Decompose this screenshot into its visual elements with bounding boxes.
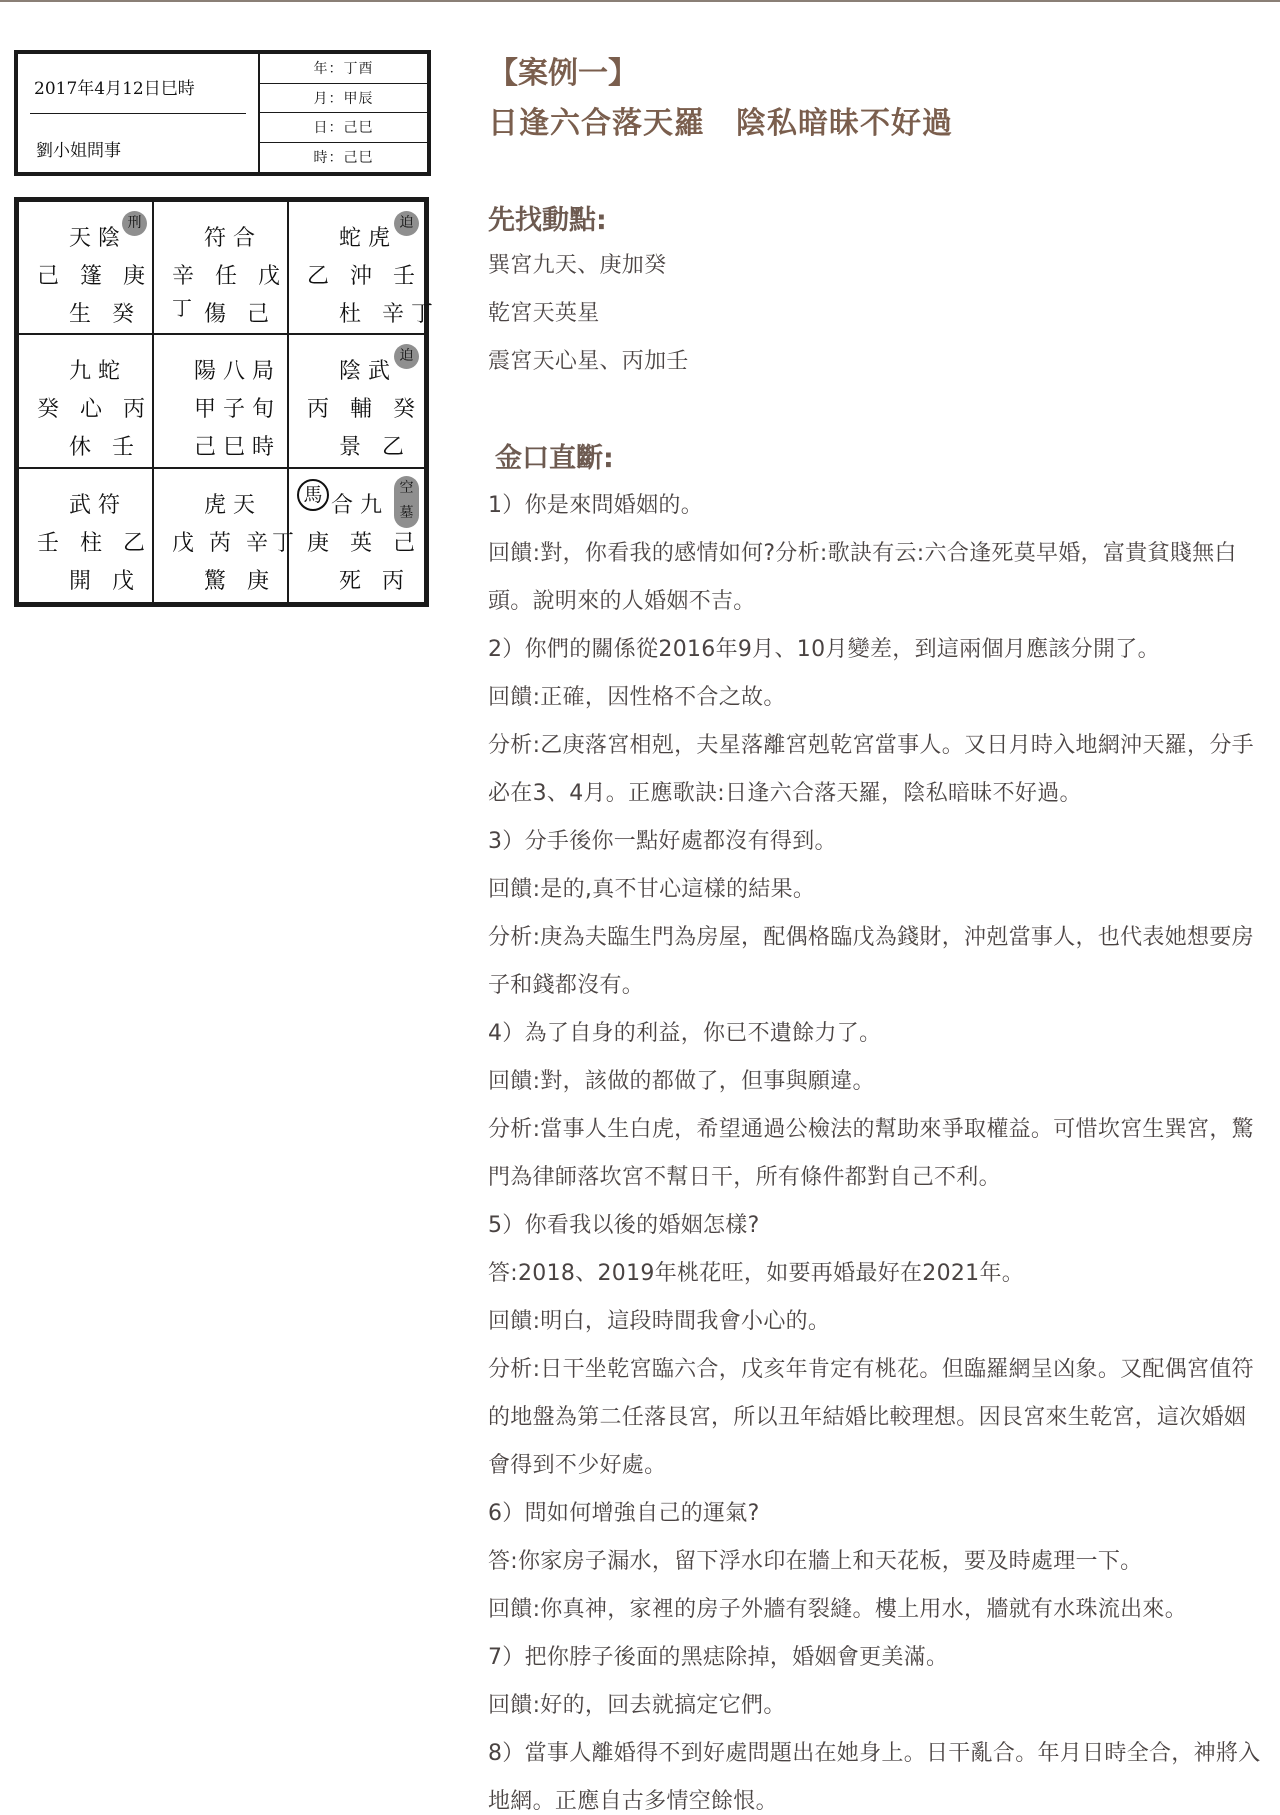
article-line: 8）當事人離婚得不到好處問題出在她身上。日干亂合。年月日時全合，神將入 bbox=[488, 1741, 1261, 1766]
palace-gods: 天陰 bbox=[69, 226, 128, 251]
article-line: 的地盤為第二任落艮宮，所以丑年結婚比較理想。因艮宮來生乾宮，這次婚姻 bbox=[488, 1405, 1247, 1430]
palace-stems: 乙 沖 壬 bbox=[307, 264, 422, 289]
palace-stems: 戊 芮 辛丁 bbox=[172, 530, 298, 556]
palace-gods: 蛇虎 bbox=[339, 226, 398, 251]
palace-kan bbox=[154, 469, 298, 602]
palace-xun bbox=[19, 202, 154, 335]
palace-gods: 虎天 bbox=[204, 492, 263, 518]
article-line: 答:你家房子漏水，留下浮水印在牆上和天花板，要及時處理一下。 bbox=[488, 1549, 1143, 1574]
article-line: 回饋:好的，回去就搞定它們。 bbox=[488, 1693, 786, 1718]
top-divider bbox=[0, 0, 1280, 2]
palace-zhen bbox=[19, 335, 154, 468]
article-line: 地網。正應自古多情空餘恨。 bbox=[488, 1789, 778, 1814]
article-line: 分析:當事人生白虎，希望通過公檢法的幫助來爭取權益。可惜坎宮生巽宮，驚 bbox=[488, 1117, 1254, 1142]
nine-palace-chart bbox=[14, 197, 440, 607]
palace-dui bbox=[289, 335, 424, 468]
pillar-hour: 時：己巳 bbox=[313, 150, 374, 167]
palace-gods: 九蛇 bbox=[69, 359, 128, 385]
article-line: 分析:乙庚落宮相剋，夫星落離宮剋乾宮當事人。又日月時入地網沖天羅，分手 bbox=[488, 733, 1254, 758]
palace-door: 死 丙 bbox=[339, 568, 411, 594]
palace-gods: 合九 bbox=[331, 492, 390, 518]
article-line: 回饋:明白，這段時間我會小心的。 bbox=[488, 1309, 831, 1334]
palace-door: 杜 辛丁 bbox=[339, 302, 440, 327]
article-line: 6）問如何增強自己的運氣? bbox=[488, 1501, 760, 1526]
palace-door: 開 戊 bbox=[69, 568, 141, 594]
article-line: 4）為了自身的利益，你已不遺餘力了。 bbox=[488, 1021, 882, 1046]
palace-door: 休 壬 bbox=[69, 435, 141, 461]
case-label: 【案例一】 bbox=[488, 56, 638, 91]
chart-date: 2017年4月12日巳時 bbox=[34, 79, 195, 99]
point-item: 震宮天心星、丙加壬 bbox=[488, 349, 689, 374]
palace-stem-extra: 丁 bbox=[172, 296, 192, 320]
palace-li bbox=[154, 202, 289, 335]
article-line: 7）把你脖子後面的黑痣除掉，婚姻會更美滿。 bbox=[488, 1645, 949, 1670]
chart-subject: 劉小姐問事 bbox=[36, 141, 121, 161]
palace-gen bbox=[19, 469, 154, 602]
palace-door: 生 癸 bbox=[69, 302, 141, 327]
palace-stems: 辛 任 戊 bbox=[172, 264, 287, 289]
article-line: 2）你們的關係從2016年9月、10月變差，到這兩個月應該分開了。 bbox=[488, 637, 1160, 662]
palace-gods: 武符 bbox=[69, 492, 128, 518]
section-heading-points: 先找動點: bbox=[488, 205, 607, 236]
palace-stems: 丙 輔 癸 bbox=[307, 397, 422, 423]
article-line: 回饋:對，你看我的感情如何?分析:歌訣有云:六合逢死莫早婚，富貴貧賤無白 bbox=[488, 541, 1237, 566]
pillar-day: 日：己巳 bbox=[260, 113, 427, 143]
point-item: 乾宮天英星 bbox=[488, 301, 600, 326]
palace-center bbox=[154, 335, 289, 468]
palace-hour: 己巳時 bbox=[194, 435, 282, 461]
article-line: 回饋:你真神，家裡的房子外牆有裂縫。樓上用水，牆就有水珠流出來。 bbox=[488, 1597, 1188, 1622]
article-line: 門為律師落坎宮不幫日干，所有條件都對自己不利。 bbox=[488, 1165, 1001, 1190]
article-line: 子和錢都沒有。 bbox=[488, 973, 645, 998]
palace-door: 景 乙 bbox=[339, 435, 411, 461]
palace-stems: 己 篷 庚 bbox=[37, 264, 152, 289]
header-rule bbox=[30, 113, 246, 114]
article-line: 分析:庚為夫臨生門為房屋，配偶格臨戊為錢財，沖剋當事人，也代表她想要房 bbox=[488, 925, 1254, 950]
palace-ju: 陽八局 bbox=[194, 359, 282, 385]
article-line: 答:2018、2019年桃花旺，如要再婚最好在2021年。 bbox=[488, 1261, 1025, 1286]
article-line: 回饋:正確，因性格不合之故。 bbox=[488, 685, 786, 710]
palace-xun-period: 甲子旬 bbox=[194, 397, 282, 423]
pillars-table bbox=[260, 54, 427, 172]
badge-icon: 迫 bbox=[394, 344, 419, 369]
chart-header bbox=[14, 50, 431, 176]
horse-icon: 馬 bbox=[297, 479, 329, 511]
palace-door: 驚 庚 bbox=[204, 568, 276, 594]
case-title: 日逢六合落天羅 陰私暗昧不好過 bbox=[488, 106, 953, 141]
palace-stems: 壬 柱 乙 bbox=[37, 530, 152, 556]
badge-icon: 刑 bbox=[122, 211, 147, 236]
article-line: 1）你是來問婚姻的。 bbox=[488, 493, 703, 518]
section-heading-judgement: 金口直斷: bbox=[495, 443, 614, 474]
badge-icon: 迫 bbox=[394, 211, 419, 236]
article-line: 必在3、4月。正應歌訣:日逢六合落天羅，陰私暗昧不好過。 bbox=[488, 781, 1082, 806]
article-line: 回饋:是的,真不甘心這樣的結果。 bbox=[488, 877, 816, 902]
article-line: 回饋:對，該做的都做了，但事與願違。 bbox=[488, 1069, 875, 1094]
article-line: 5）你看我以後的婚姻怎樣? bbox=[488, 1213, 760, 1238]
palace-stems: 庚 英 己 bbox=[307, 530, 422, 556]
void-tomb-badge-icon: 空 墓 bbox=[394, 476, 419, 528]
header-left bbox=[18, 54, 260, 172]
pillar-month: 月：甲辰 bbox=[260, 84, 427, 114]
article-line: 3）分手後你一點好處都沒有得到。 bbox=[488, 829, 837, 854]
palace-kun bbox=[289, 202, 440, 335]
palace-qian bbox=[289, 469, 424, 602]
point-item: 巽宮九天、庚加癸 bbox=[488, 253, 667, 278]
palace-door: 傷 己 bbox=[204, 302, 276, 327]
article-line: 分析:日干坐乾宮臨六合，戊亥年肯定有桃花。但臨羅網呈凶象。又配偶宮值符 bbox=[488, 1357, 1254, 1382]
palace-stems: 癸 心 丙 bbox=[37, 397, 152, 423]
pillar-year: 年：丁酉 bbox=[260, 54, 427, 84]
palace-gods: 陰武 bbox=[339, 359, 398, 385]
article-line: 會得到不少好處。 bbox=[488, 1453, 667, 1478]
palace-gods: 符合 bbox=[204, 226, 263, 251]
article-line: 頭。說明來的人婚姻不吉。 bbox=[488, 589, 756, 614]
